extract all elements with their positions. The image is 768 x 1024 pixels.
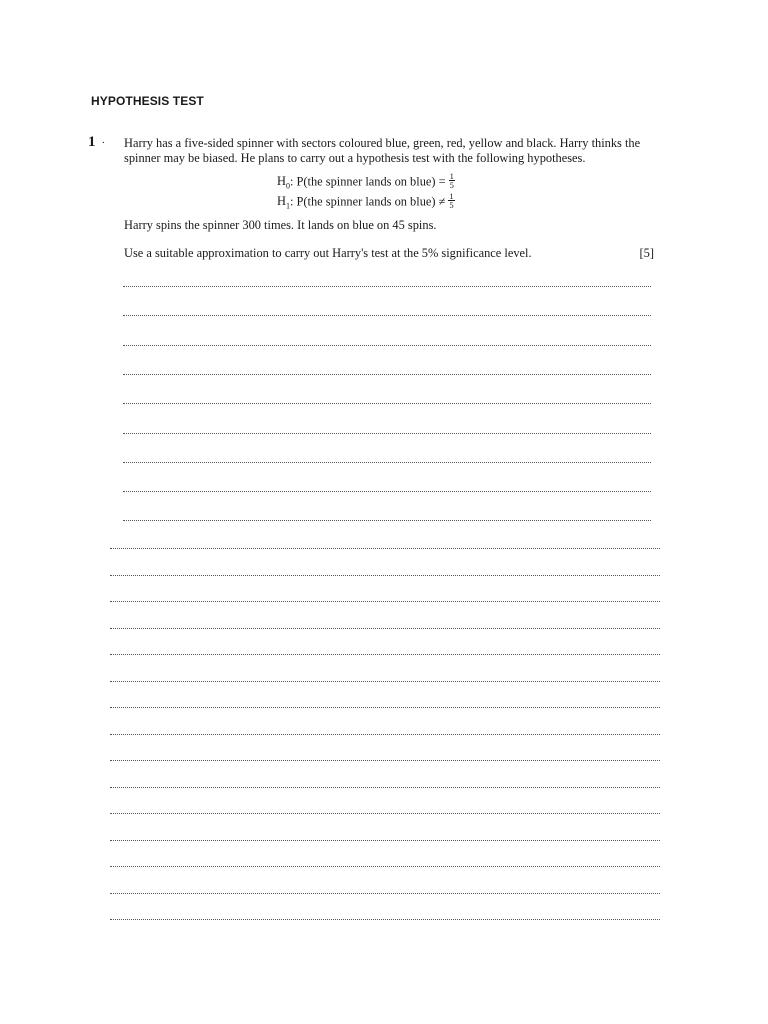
answer-line[interactable] xyxy=(110,734,660,735)
answer-line[interactable] xyxy=(123,286,651,287)
answer-line[interactable] xyxy=(123,462,651,463)
answer-line[interactable] xyxy=(110,707,660,708)
task-statement xyxy=(124,246,654,261)
marks-label: [5] xyxy=(639,246,654,260)
answer-line[interactable] xyxy=(123,520,651,521)
question-intro: Harry has a five-sided spinner with sectors coloured blue, green, red, yellow and black. Harry thinks the spinner may be biased. He plans to carry out a hypothesis test with the following hypotheses. xyxy=(124,136,641,165)
answer-line[interactable] xyxy=(110,893,660,894)
alternative-hypothesis-fraction: $\frac{1}{5}$ xyxy=(449,191,454,210)
answer-line[interactable] xyxy=(123,403,651,404)
answer-line[interactable] xyxy=(110,628,660,629)
answer-line[interactable] xyxy=(110,787,660,788)
answer-line[interactable] xyxy=(110,840,660,841)
null-hypothesis xyxy=(277,171,455,194)
data-statement: Harry spins the spinner 300 times. It lands on blue on 45 spins. xyxy=(124,218,437,232)
null-hypothesis-symbol: $H_0$ xyxy=(277,174,290,191)
alternative-hypothesis xyxy=(277,191,455,214)
answer-line[interactable] xyxy=(110,681,660,682)
page-heading: HYPOTHESIS TEST xyxy=(91,94,204,108)
answer-line[interactable] xyxy=(110,575,660,576)
answer-line[interactable] xyxy=(123,491,651,492)
alternative-hypothesis-symbol: $H_1$ xyxy=(277,194,290,211)
answer-line[interactable] xyxy=(110,548,660,549)
null-hypothesis-statement: : P(the spinner lands on blue) = xyxy=(289,174,446,189)
answer-line[interactable] xyxy=(110,813,660,814)
answer-line[interactable] xyxy=(123,315,651,316)
answer-line[interactable] xyxy=(110,866,660,867)
question-number-value: 1 xyxy=(88,134,96,150)
answer-line[interactable] xyxy=(123,433,651,434)
alternative-hypothesis-statement: : P(the spinner lands on blue) ≠ xyxy=(289,194,446,209)
task-text: Use a suitable approximation to carry out Harry's test at the 5% significance level. xyxy=(124,246,532,260)
null-hypothesis-fraction: $\frac{1}{5}$ xyxy=(449,171,454,190)
answer-line[interactable] xyxy=(110,919,660,920)
answer-line[interactable] xyxy=(123,345,651,346)
answer-line[interactable] xyxy=(110,760,660,761)
answer-line[interactable] xyxy=(123,374,651,375)
question-number-suffix: · xyxy=(101,137,106,149)
question-number xyxy=(88,134,105,151)
answer-line[interactable] xyxy=(110,654,660,655)
answer-line[interactable] xyxy=(110,601,660,602)
